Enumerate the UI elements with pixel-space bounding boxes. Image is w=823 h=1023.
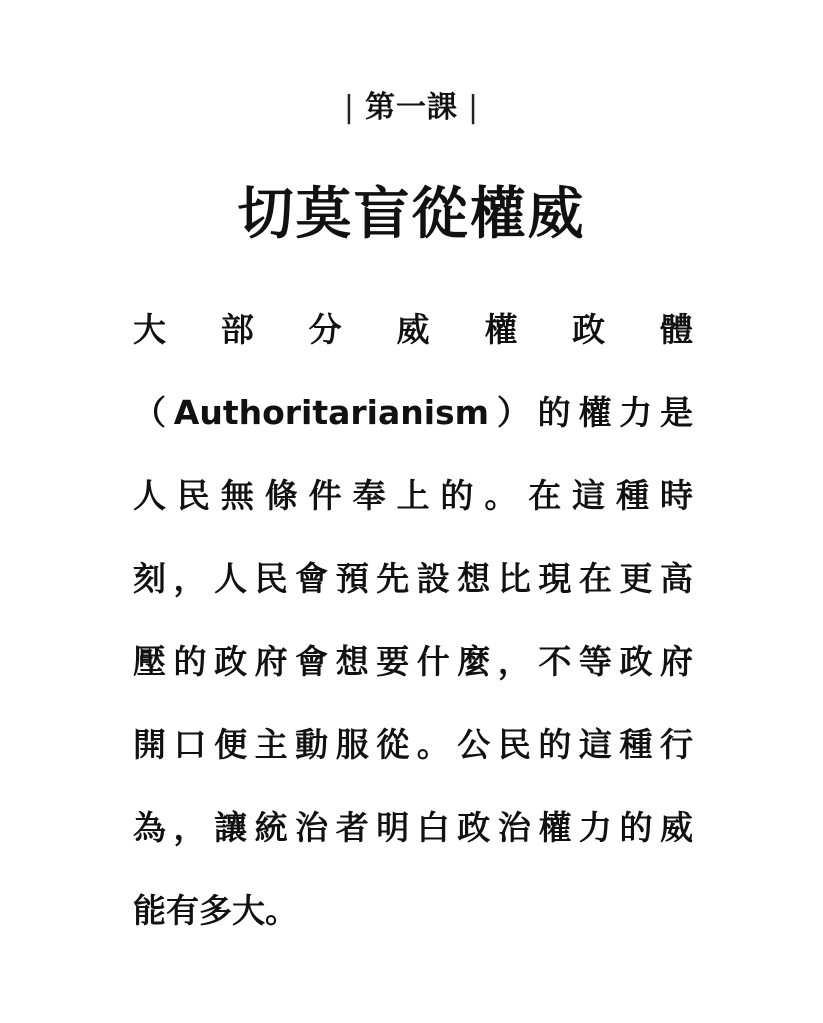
paragraph-line-6: 開口便主動服從。公民的這種行 [133, 725, 693, 764]
paragraph-line-2: （Authoritarianism）的權力是 [133, 393, 693, 432]
paragraph-char: 政 [572, 310, 606, 349]
paragraph-line-7: 為，讓統治者明白政治權力的威 [133, 808, 693, 847]
paragraph-line-5: 壓的政府會想要什麼，不等政府 [133, 642, 693, 681]
paragraph-line-1 [133, 288, 693, 371]
paragraph-line-4: 刻，人民會預先設想比現在更高 [133, 559, 693, 598]
paragraph-char: 大 [133, 310, 166, 349]
body-paragraph [133, 288, 693, 952]
lesson-label [0, 86, 823, 130]
lesson-label-text: 第一課 [365, 90, 458, 125]
paragraph-char: 體 [659, 310, 693, 349]
page-title: 切莫盲從權威 [237, 182, 586, 247]
paragraph-char: 權 [484, 310, 518, 349]
paragraph-char: 分 [308, 310, 342, 349]
paragraph-char: 部 [220, 310, 254, 349]
paragraph-line-3: 人民無條件奉上的。在這種時 [133, 476, 693, 515]
left-divider: | [343, 90, 355, 125]
right-divider: | [468, 90, 480, 125]
paragraph-char: 威 [396, 310, 430, 349]
paragraph-line-8: 能有多大。 [133, 891, 298, 930]
